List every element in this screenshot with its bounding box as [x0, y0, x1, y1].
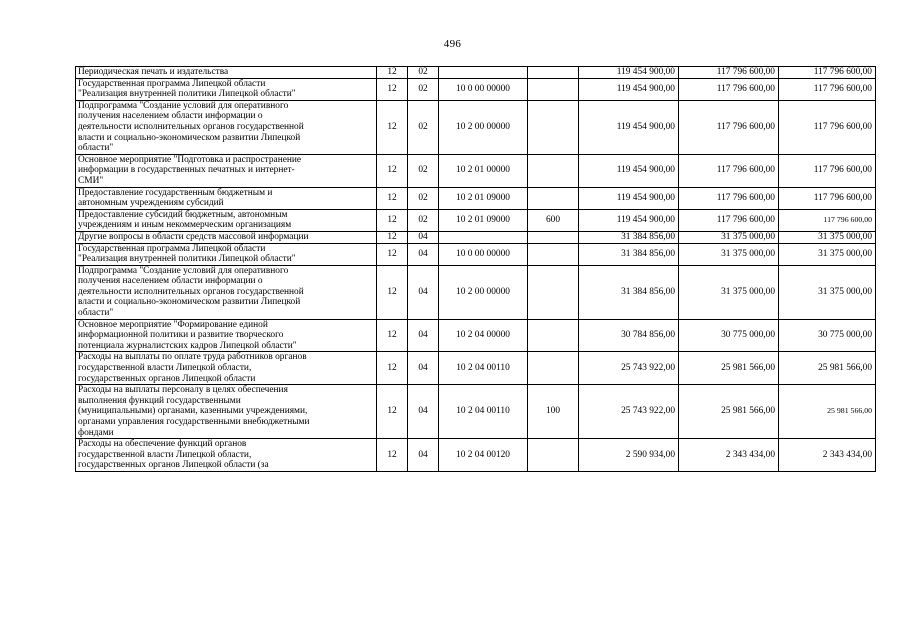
target-article-cell: 10 2 04 00110 — [439, 385, 528, 439]
subsection-cell: 02 — [408, 154, 439, 187]
target-article-cell — [439, 67, 528, 79]
table-row — [76, 187, 876, 209]
expense-name-cell: Другие вопросы в области средств массовой информации — [76, 231, 377, 243]
amount-year3-cell: 117 796 600,00 — [779, 67, 876, 79]
amount-year2-cell: 31 375 000,00 — [679, 265, 779, 319]
table-row — [76, 352, 876, 385]
amount-year3-cell: 117 796 600,00 — [779, 78, 876, 100]
section-cell: 12 — [377, 209, 408, 231]
subsection-cell: 02 — [408, 100, 439, 154]
subsection-cell: 04 — [408, 243, 439, 265]
amount-year1-cell: 119 454 900,00 — [579, 187, 679, 209]
target-article-cell: 10 2 00 00000 — [439, 100, 528, 154]
target-article-cell — [439, 231, 528, 243]
expense-type-cell — [528, 352, 579, 385]
expense-name-cell: Основное мероприятие "Подготовка и распространение информации в государственных печатных и интернет- СМИ" — [76, 154, 377, 187]
amount-year1-cell: 30 784 856,00 — [579, 319, 679, 352]
amount-year3-cell: 117 796 600,00 — [779, 154, 876, 187]
table-row — [76, 100, 876, 154]
expense-name-cell: Расходы на выплаты по оплате труда работников органов государственной власти Липецкой области, государственных органов Липецкой области — [76, 352, 377, 385]
amount-year1-cell: 119 454 900,00 — [579, 154, 679, 187]
subsection-cell: 02 — [408, 209, 439, 231]
table-row — [76, 67, 876, 79]
amount-year1-cell: 31 384 856,00 — [579, 265, 679, 319]
table-row — [76, 439, 876, 472]
amount-year2-cell: 31 375 000,00 — [679, 243, 779, 265]
amount-year2-cell: 2 343 434,00 — [679, 439, 779, 472]
section-cell: 12 — [377, 439, 408, 472]
subsection-cell: 02 — [408, 187, 439, 209]
expense-name-cell: Основное мероприятие "Формирование единой информационной политики и развитие творческого потенциала журналистских кадров Липецкой области" — [76, 319, 377, 352]
subsection-cell: 04 — [408, 439, 439, 472]
section-cell: 12 — [377, 231, 408, 243]
section-cell: 12 — [377, 243, 408, 265]
amount-year1-cell: 2 590 934,00 — [579, 439, 679, 472]
expense-name-cell: Предоставление государственным бюджетным и автономным учреждениям субсидий — [76, 187, 377, 209]
section-cell: 12 — [377, 78, 408, 100]
amount-year2-cell: 31 375 000,00 — [679, 231, 779, 243]
amount-year2-cell: 25 981 566,00 — [679, 352, 779, 385]
subsection-cell: 04 — [408, 319, 439, 352]
amount-year3-cell: 31 375 000,00 — [779, 231, 876, 243]
expense-name-cell: Подпрограмма "Создание условий для оперативного получения населением области информации о деятельности исполнительных органов государственной власти и социально-экономическом развитии Липецкой области" — [76, 265, 377, 319]
target-article-cell: 10 2 01 09000 — [439, 209, 528, 231]
expense-name-cell: Периодическая печать и издательства — [76, 67, 377, 79]
section-cell: 12 — [377, 265, 408, 319]
amount-year2-cell: 117 796 600,00 — [679, 67, 779, 79]
table-row — [76, 265, 876, 319]
amount-year1-cell: 119 454 900,00 — [579, 100, 679, 154]
expense-type-cell — [528, 319, 579, 352]
amount-year1-cell: 31 384 856,00 — [579, 231, 679, 243]
section-cell: 12 — [377, 154, 408, 187]
expense-type-cell — [528, 439, 579, 472]
target-article-cell: 10 2 01 00000 — [439, 154, 528, 187]
amount-year2-cell: 30 775 000,00 — [679, 319, 779, 352]
amount-year2-cell: 117 796 600,00 — [679, 100, 779, 154]
amount-year3-cell: 25 981 566,00 — [779, 352, 876, 385]
expense-type-cell — [528, 231, 579, 243]
section-cell: 12 — [377, 319, 408, 352]
target-article-cell: 10 2 04 00110 — [439, 352, 528, 385]
amount-year1-cell: 119 454 900,00 — [579, 209, 679, 231]
subsection-cell: 02 — [408, 67, 439, 79]
subsection-cell: 04 — [408, 231, 439, 243]
expense-type-cell — [528, 154, 579, 187]
amount-year2-cell: 117 796 600,00 — [679, 187, 779, 209]
section-cell: 12 — [377, 352, 408, 385]
amount-year3-cell: 31 375 000,00 — [779, 243, 876, 265]
table-row — [76, 385, 876, 439]
amount-year1-cell: 119 454 900,00 — [579, 78, 679, 100]
target-article-cell: 10 0 00 00000 — [439, 78, 528, 100]
expense-type-cell: 600 — [528, 209, 579, 231]
subsection-cell: 04 — [408, 352, 439, 385]
table-row — [76, 319, 876, 352]
expense-type-cell — [528, 243, 579, 265]
subsection-cell: 04 — [408, 385, 439, 439]
amount-year2-cell: 117 796 600,00 — [679, 78, 779, 100]
amount-year3-cell: 117 796 600,00 — [779, 209, 876, 231]
section-cell: 12 — [377, 67, 408, 79]
table-row — [76, 243, 876, 265]
amount-year1-cell: 25 743 922,00 — [579, 385, 679, 439]
expense-name-cell: Предоставление субсидий бюджетным, автономным учреждениям и иным некоммерческим организациям — [76, 209, 377, 231]
amount-year3-cell: 30 775 000,00 — [779, 319, 876, 352]
table-row — [76, 231, 876, 243]
amount-year2-cell: 117 796 600,00 — [679, 209, 779, 231]
amount-year3-cell: 25 981 566,00 — [779, 385, 876, 439]
target-article-cell: 10 2 04 00120 — [439, 439, 528, 472]
expense-type-cell — [528, 265, 579, 319]
expense-type-cell: 100 — [528, 385, 579, 439]
amount-year3-cell: 2 343 434,00 — [779, 439, 876, 472]
page-number: 496 — [443, 38, 462, 50]
table-row — [76, 154, 876, 187]
expense-type-cell — [528, 78, 579, 100]
budget-table — [75, 66, 876, 472]
target-article-cell: 10 2 01 09000 — [439, 187, 528, 209]
expense-type-cell — [528, 100, 579, 154]
expense-type-cell — [528, 187, 579, 209]
section-cell: 12 — [377, 385, 408, 439]
section-cell: 12 — [377, 100, 408, 154]
amount-year3-cell: 31 375 000,00 — [779, 265, 876, 319]
expense-name-cell: Расходы на обеспечение функций органов государственной власти Липецкой области, государственных органов Липецкой области (за — [76, 439, 377, 472]
expense-name-cell: Подпрограмма "Создание условий для оперативного получения населением области информации о деятельности исполнительных органов государственной власти и социально-экономическом развитии Липецкой области" — [76, 100, 377, 154]
expense-type-cell — [528, 67, 579, 79]
amount-year1-cell: 31 384 856,00 — [579, 243, 679, 265]
expense-name-cell: Государственная программа Липецкой области "Реализация внутренней политики Липецкой области" — [76, 78, 377, 100]
table-row — [76, 78, 876, 100]
table-row — [76, 209, 876, 231]
expense-name-cell: Расходы на выплаты персоналу в целях обеспечения выполнения функций государственными (муниципальными) органами, казенными учреждениями, органами управления государственными внебюджетными фондами — [76, 385, 377, 439]
amount-year1-cell: 25 743 922,00 — [579, 352, 679, 385]
amount-year2-cell: 117 796 600,00 — [679, 154, 779, 187]
expense-name-cell: Государственная программа Липецкой области "Реализация внутренней политики Липецкой области" — [76, 243, 377, 265]
target-article-cell: 10 2 04 00000 — [439, 319, 528, 352]
target-article-cell: 10 2 00 00000 — [439, 265, 528, 319]
amount-year1-cell: 119 454 900,00 — [579, 67, 679, 79]
table-body — [76, 67, 876, 472]
subsection-cell: 04 — [408, 265, 439, 319]
target-article-cell: 10 0 00 00000 — [439, 243, 528, 265]
section-cell: 12 — [377, 187, 408, 209]
subsection-cell: 02 — [408, 78, 439, 100]
amount-year3-cell: 117 796 600,00 — [779, 100, 876, 154]
amount-year3-cell: 117 796 600,00 — [779, 187, 876, 209]
amount-year2-cell: 25 981 566,00 — [679, 385, 779, 439]
